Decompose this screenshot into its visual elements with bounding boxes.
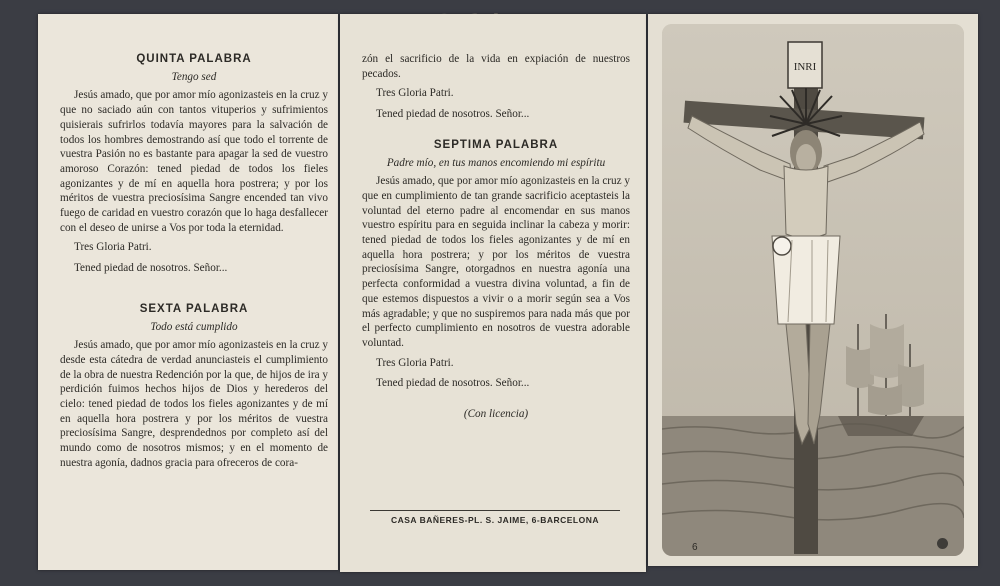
quinta-subtitle: Tengo sed: [171, 70, 217, 83]
middle-text-column: [362, 52, 630, 422]
sexta-tened-piedad: Tened piedad de nosotros. Señor...: [376, 108, 530, 121]
left-panel: [38, 14, 338, 570]
septima-subtitle: Padre mío, en tus manos encomiendo mi espíritu: [386, 156, 606, 169]
sexta-continuation: zón el sacrificio de la vida en expiación de nuestros pecados.: [362, 53, 630, 80]
picture-number: 6: [692, 542, 698, 553]
quinta-body: Jesús amado, que por amor mío agonizasteis en la cruz y que no saciado aún con tantos vituperios y sufrimientos quisierais sufrirlos todavía mayores para la salvación de todos los hombres demostrando así que todo el torrente de vuestra Pasión no es bastante para apagar la sed de vuestro amoroso Corazón: tened piedad de todos los fieles agonizantes y de mí en aquella hora postrera; y por los méritos de vuestra preciosísima Sangre encended tan vivo fuego de caridad en vuestro corazón que lo haga desfallecer con el deseo de unirse a Vos por toda la eternidad.: [60, 89, 328, 234]
torso: [784, 166, 828, 238]
septima-tres-gloria: Tres Gloria Patri.: [376, 356, 454, 369]
loincloth-knot: [773, 237, 791, 255]
sexta-body: Jesús amado, que por amor mío agonizasteis en la cruz y desde esta cátedra de verdad anunciasteis el cumplimiento de la obra de nuestra Redención por la que, de hijos de ira y perdición fuimos hechos hijos de Dios y herederos del cielo: tened piedad de todos los fieles agonizantes y de mí en aquella hora postrera y por los méritos de vuestra preciosísima Sangre, desprendednos por completo así del mundo como de nosotros mismos; y en el momento de nuestra agonía, dadnos gracia para ofreceros de cora-: [60, 339, 328, 469]
crucifix-illustration: [662, 24, 964, 556]
quinta-tened-piedad: Tened piedad de nosotros. Señor...: [74, 262, 228, 275]
quinta-tres-gloria: Tres Gloria Patri.: [74, 241, 152, 254]
septima-heading: SEPTIMA PALABRA: [433, 138, 559, 151]
crucifix-scene: [662, 24, 964, 556]
middle-panel: [340, 14, 646, 572]
inri-text: INRI: [793, 61, 817, 73]
sexta-tres-gloria: Tres Gloria Patri.: [376, 87, 454, 100]
septima-tened-piedad: Tened piedad de nosotros. Señor...: [376, 377, 530, 390]
quinta-heading: QUINTA PALABRA: [136, 53, 252, 65]
left-text-column: [60, 52, 328, 476]
publisher-footer: CASA BAÑERES-PL. S. JAIME, 6-BARCELONA: [370, 510, 620, 525]
con-licencia: (Con licencia): [463, 408, 529, 421]
right-panel: [648, 14, 978, 566]
sexta-subtitle: Todo está cumplido: [150, 320, 238, 333]
sexta-heading: SEXTA PALABRA: [139, 302, 249, 315]
publisher-mark-icon: [937, 538, 948, 549]
septima-body: Jesús amado, que por amor mío agonizasteis en la cruz y que en cumplimiento de tan grande sacrificio aceptasteis la voluntad del eterno padre al encomendar en sus manos vuestro espíritu para en seguida inclinar la cabeza y morir: tened piedad de todos los fieles agonizantes y de mí en aquella hora postrera; y por los méritos de vuestra preciosísima Sangre, otorgadnos en nuestra agonía una perfecta conformidad a vuestra divina voluntad, a fin de que estemos dispuestos a vivir o a morir según sea a Vos más agradable; y que no suspiremos para nada más que por el perfecto cumplimiento en nosotros de vuestra adorable voluntad.: [362, 175, 630, 349]
